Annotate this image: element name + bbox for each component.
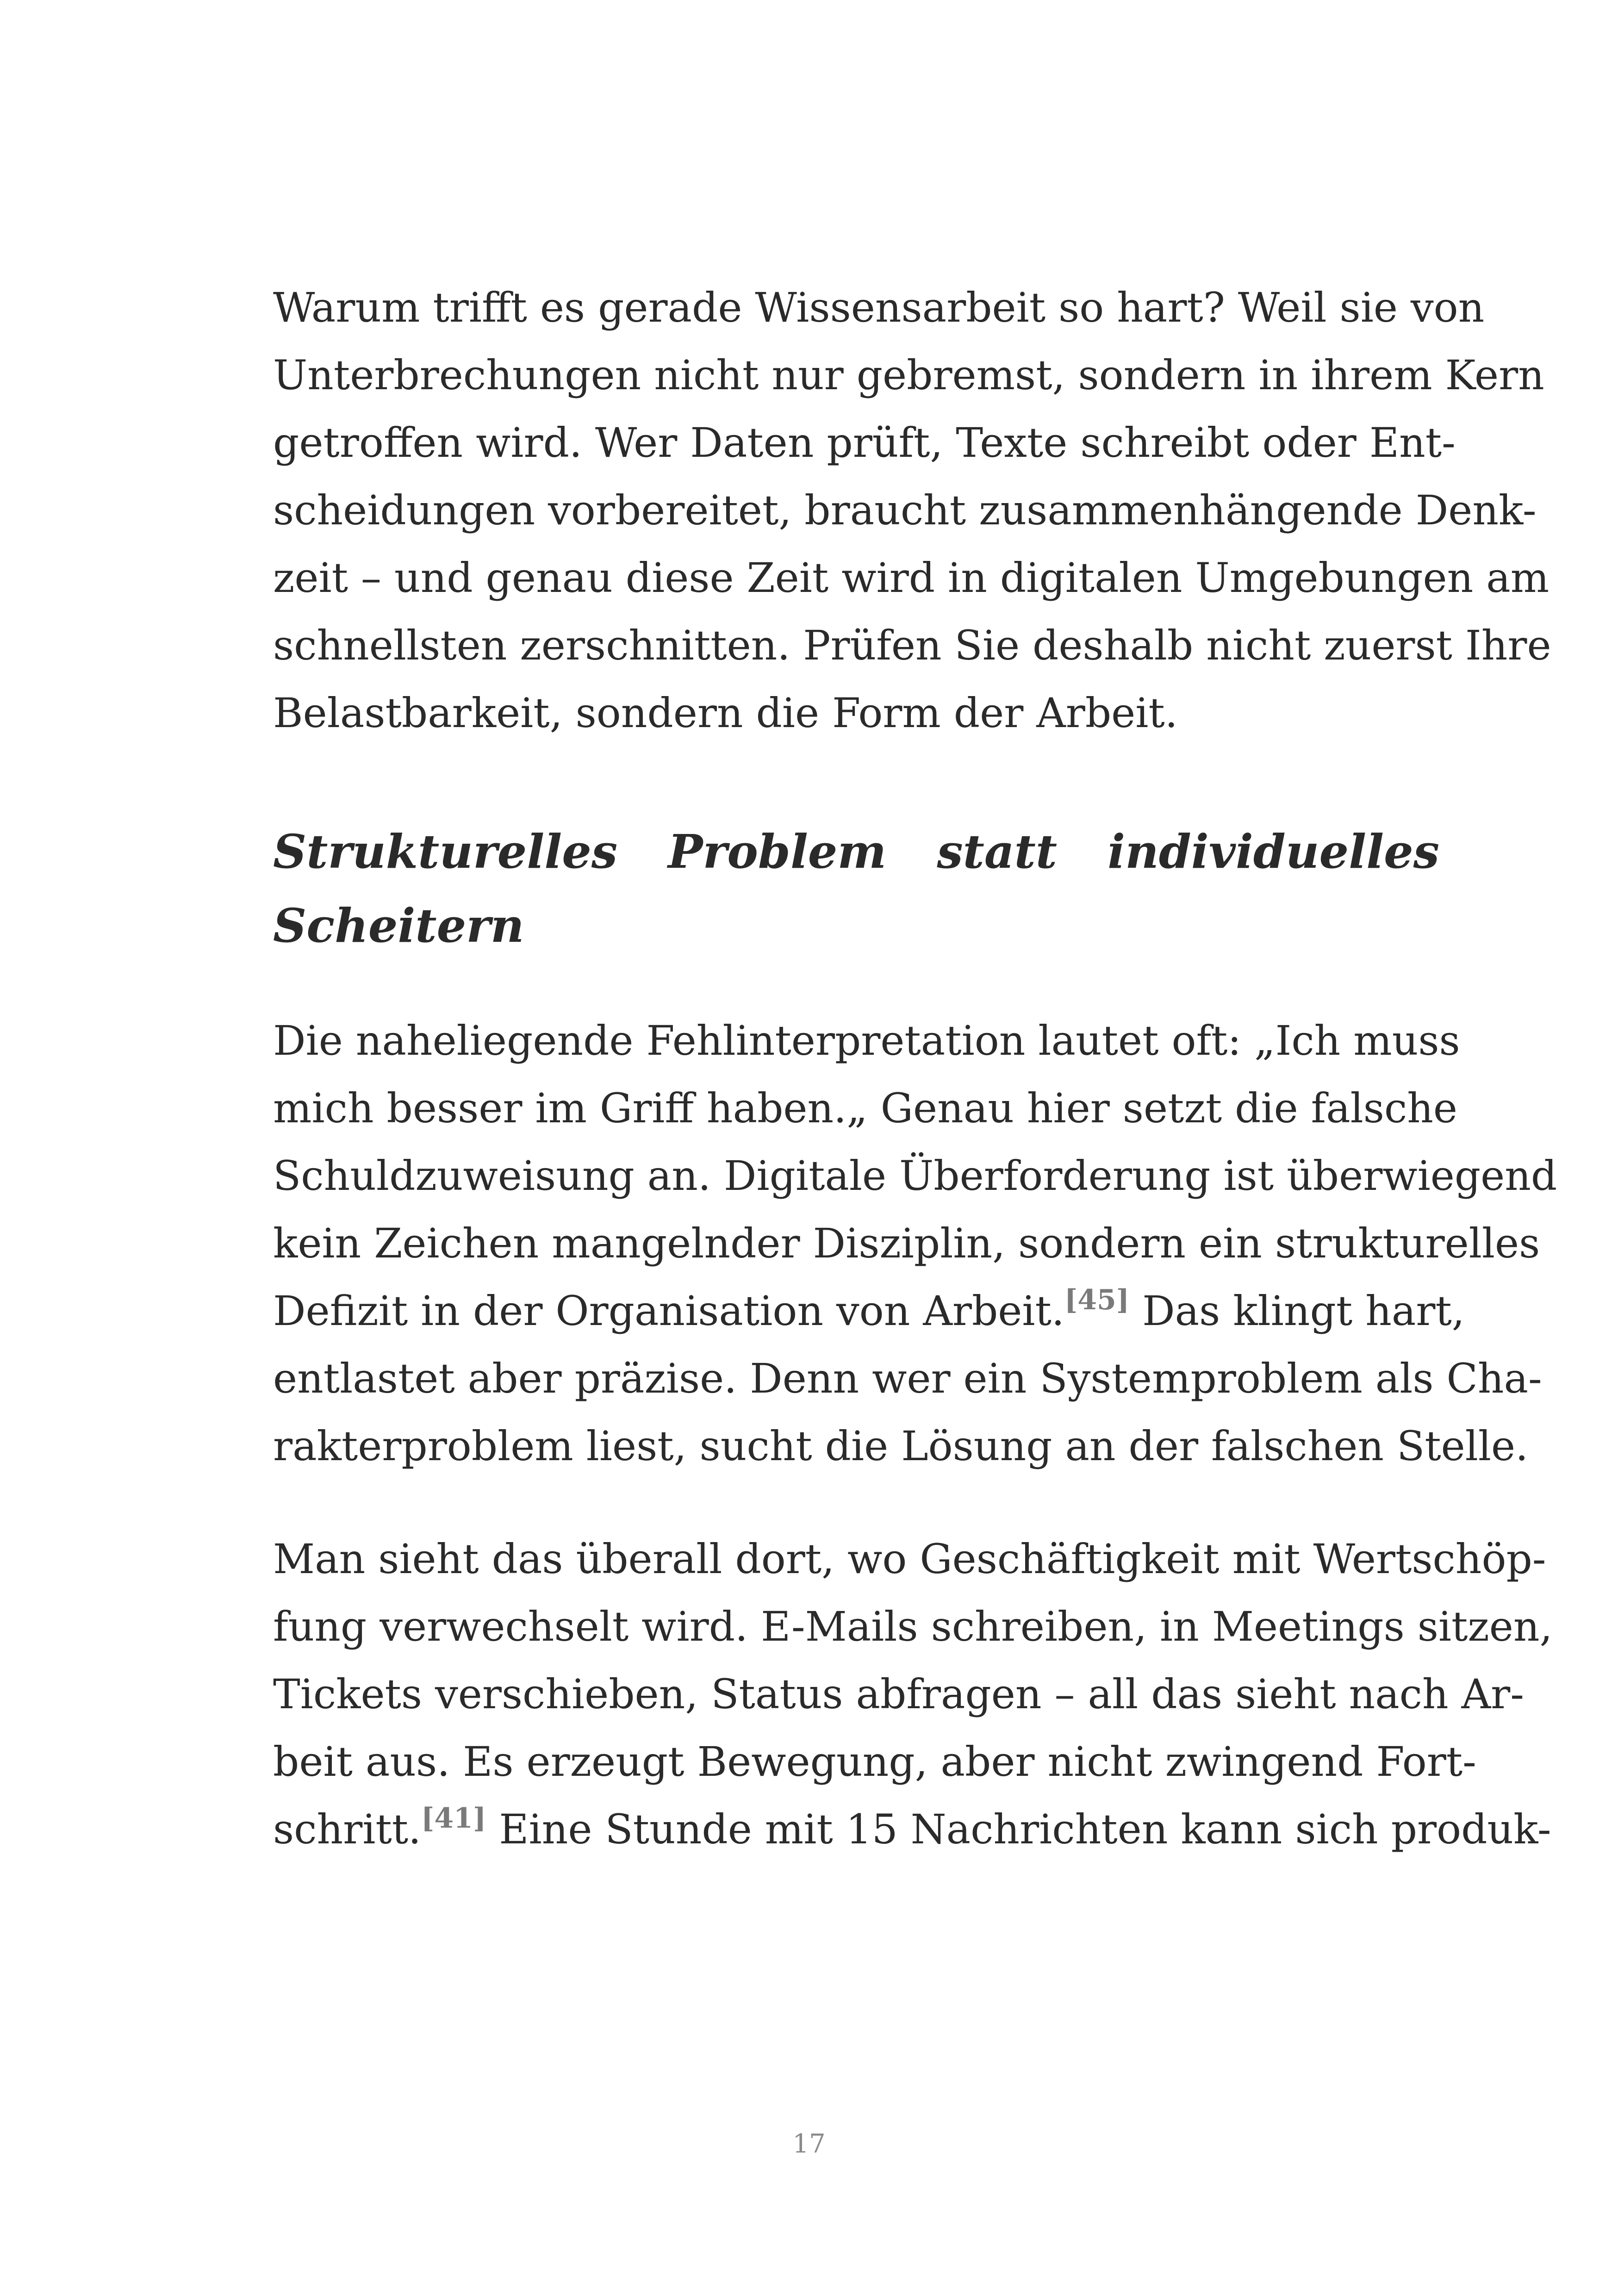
text-line: Unterbrechungen nicht nur gebremst, sondern in ihrem Kern	[273, 351, 1544, 399]
text-line: zeit – und genau diese Zeit wird in digitalen Umgebungen am	[273, 554, 1550, 602]
text-line: Die naheliegende Fehlinterpretation lautet oft: „Ich muss	[273, 1017, 1460, 1064]
text-fragment: Defizit in der Organisation von Arbeit.	[273, 1287, 1064, 1335]
text-line: beit aus. Es erzeugt Bewegung, aber nicht zwingend Fort-	[273, 1738, 1476, 1786]
page-number: 17	[792, 2129, 826, 2159]
text-line: Schuldzuweisung an. Digitale Überforderung ist überwiegend	[273, 1152, 1557, 1200]
text-line	[273, 1277, 1465, 1345]
text-line: getroffen wird. Wer Daten prüft, Texte schreibt oder Ent-	[273, 419, 1456, 467]
footnote-reference[interactable]: [41]	[421, 1802, 486, 1835]
text-line: fung verwechselt wird. E-Mails schreiben, in Meetings sitzen,	[273, 1603, 1553, 1650]
heading-line: Strukturelles Problem statt individuelles	[273, 824, 1439, 879]
text-line: Man sieht das überall dort, wo Geschäftigkeit mit Wertschöp-	[273, 1535, 1546, 1583]
text-line: kein Zeichen mangelnder Disziplin, sondern ein strukturelles	[273, 1220, 1540, 1267]
text-line	[273, 1796, 1551, 1863]
text-line: rakterproblem liest, sucht die Lösung an der falschen Stelle.	[273, 1422, 1529, 1470]
text-line: Belastbarkeit, sondern die Form der Arbeit.	[273, 689, 1178, 737]
paragraph-busyness	[273, 1525, 1553, 1863]
section-heading	[273, 815, 1439, 963]
text-line: scheidungen vorbereitet, braucht zusammenhängende Denk-	[273, 486, 1537, 534]
paragraph-intro	[273, 274, 1551, 747]
text-line: mich besser im Griff haben.„ Genau hier setzt die falsche	[273, 1084, 1458, 1132]
text-line: entlastet aber präzise. Denn wer ein Systemproblem als Cha-	[273, 1355, 1542, 1402]
text-fragment: schritt.	[273, 1805, 422, 1853]
footnote-reference[interactable]: [45]	[1064, 1284, 1130, 1316]
text-fragment: Das klingt hart,	[1129, 1287, 1465, 1335]
text-line: Warum trifft es gerade Wissensarbeit so hart? Weil sie von	[273, 284, 1485, 331]
text-line: schnellsten zerschnitten. Prüfen Sie deshalb nicht zuerst Ihre	[273, 622, 1551, 669]
text-fragment: Eine Stunde mit 15 Nachrichten kann sich produk-	[486, 1805, 1551, 1853]
text-line: Tickets verschieben, Status abfragen – all das sieht nach Ar-	[273, 1670, 1524, 1718]
paragraph-structural-problem	[273, 1007, 1557, 1480]
heading-line: Scheitern	[273, 898, 524, 953]
